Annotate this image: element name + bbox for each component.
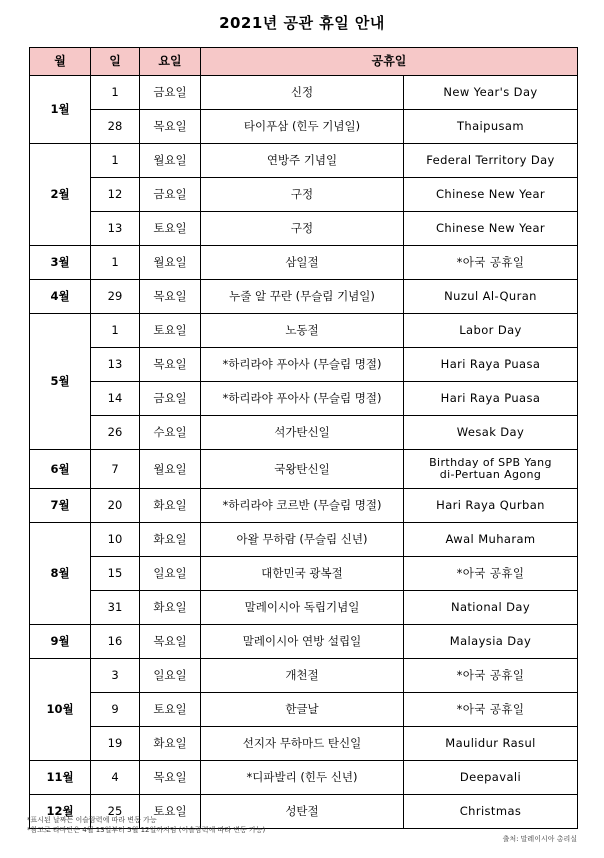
day-cell: 19 xyxy=(91,727,140,761)
day-cell: 4 xyxy=(91,761,140,795)
holiday-korean-cell: 국왕탄신일 xyxy=(201,450,404,489)
source-credit: 출처: 말레이시아 총리실 xyxy=(502,835,577,843)
table-row xyxy=(30,416,578,450)
holiday-english-cell: Thaipusam xyxy=(404,110,578,144)
table-row xyxy=(30,450,578,489)
footnote-ramadan: *참고로 라마단은 4월 13일부터 5월 12일까지임 (이슬람력에 따라 변동 가능) xyxy=(27,826,266,834)
weekday-cell: 토요일 xyxy=(140,314,201,348)
footnote-variable-dates: *표시된 날짜는 이슬람력에 따라 변동 가능 xyxy=(27,816,157,824)
holiday-korean-cell: *디파발리 (힌두 신년) xyxy=(201,761,404,795)
weekday-cell: 일요일 xyxy=(140,557,201,591)
table-row xyxy=(30,76,578,110)
header-weekday: 요일 xyxy=(140,48,201,76)
month-cell: 12월 xyxy=(30,795,91,829)
day-cell: 31 xyxy=(91,591,140,625)
day-cell: 9 xyxy=(91,693,140,727)
table-row xyxy=(30,246,578,280)
holiday-korean-cell: 아왈 무하람 (무슬림 신년) xyxy=(201,523,404,557)
table-row xyxy=(30,382,578,416)
holiday-korean-cell: 누줄 알 꾸란 (무슬림 기념일) xyxy=(201,280,404,314)
weekday-cell: 금요일 xyxy=(140,76,201,110)
table-row xyxy=(30,489,578,523)
holiday-english-cell: *아국 공휴일 xyxy=(404,246,578,280)
holiday-korean-cell: *하리라야 코르반 (무슬림 명절) xyxy=(201,489,404,523)
weekday-cell: 목요일 xyxy=(140,280,201,314)
month-cell: 1월 xyxy=(30,76,91,144)
day-cell: 14 xyxy=(91,382,140,416)
weekday-cell: 목요일 xyxy=(140,348,201,382)
weekday-cell: 금요일 xyxy=(140,178,201,212)
table-row xyxy=(30,212,578,246)
weekday-cell: 화요일 xyxy=(140,727,201,761)
holiday-korean-cell: 구정 xyxy=(201,212,404,246)
day-cell: 3 xyxy=(91,659,140,693)
day-cell: 1 xyxy=(91,246,140,280)
month-cell: 6월 xyxy=(30,450,91,489)
holiday-korean-cell: *하리라야 푸아사 (무슬림 명절) xyxy=(201,382,404,416)
month-cell: 8월 xyxy=(30,523,91,625)
weekday-cell: 토요일 xyxy=(140,693,201,727)
holiday-english-cell: New Year's Day xyxy=(404,76,578,110)
holiday-english-cell: Hari Raya Puasa xyxy=(404,348,578,382)
holiday-english-cell: Maulidur Rasul xyxy=(404,727,578,761)
holiday-korean-cell: 말레이시아 독립기념일 xyxy=(201,591,404,625)
header-row xyxy=(30,48,578,76)
table-row xyxy=(30,348,578,382)
month-cell: 4월 xyxy=(30,280,91,314)
holiday-english-cell: *아국 공휴일 xyxy=(404,557,578,591)
holiday-english-cell: Christmas xyxy=(404,795,578,829)
holiday-english-cell: Wesak Day xyxy=(404,416,578,450)
holiday-korean-cell: 석가탄신일 xyxy=(201,416,404,450)
page-title: 2021년 공관 휴일 안내 xyxy=(219,14,385,32)
weekday-cell: 화요일 xyxy=(140,489,201,523)
holiday-english-cell: Birthday of SPB Yang di-Pertuan Agong xyxy=(404,450,578,489)
holiday-english-cell: Labor Day xyxy=(404,314,578,348)
weekday-cell: 일요일 xyxy=(140,659,201,693)
holiday-korean-cell: 연방주 기념일 xyxy=(201,144,404,178)
day-cell: 13 xyxy=(91,212,140,246)
weekday-cell: 월요일 xyxy=(140,246,201,280)
holiday-english-cell: Deepavali xyxy=(404,761,578,795)
month-cell: 7월 xyxy=(30,489,91,523)
day-cell: 28 xyxy=(91,110,140,144)
day-cell: 10 xyxy=(91,523,140,557)
weekday-cell: 목요일 xyxy=(140,110,201,144)
weekday-cell: 목요일 xyxy=(140,625,201,659)
weekday-cell: 목요일 xyxy=(140,761,201,795)
day-cell: 20 xyxy=(91,489,140,523)
table-row xyxy=(30,110,578,144)
holiday-table xyxy=(29,47,578,829)
weekday-cell: 토요일 xyxy=(140,212,201,246)
month-cell: 2월 xyxy=(30,144,91,246)
table-row xyxy=(30,144,578,178)
holiday-korean-cell: 구정 xyxy=(201,178,404,212)
holiday-korean-cell: 성탄절 xyxy=(201,795,404,829)
holiday-korean-cell: 신정 xyxy=(201,76,404,110)
holiday-english-cell: Malaysia Day xyxy=(404,625,578,659)
holiday-english-cell: *아국 공휴일 xyxy=(404,693,578,727)
holiday-korean-cell: 선지자 무하마드 탄신일 xyxy=(201,727,404,761)
weekday-cell: 토요일 xyxy=(140,795,201,829)
holiday-korean-cell: 한글날 xyxy=(201,693,404,727)
header-holiday: 공휴일 xyxy=(201,48,578,76)
day-cell: 12 xyxy=(91,178,140,212)
table-row xyxy=(30,693,578,727)
weekday-cell: 월요일 xyxy=(140,144,201,178)
holiday-korean-cell: 삼일절 xyxy=(201,246,404,280)
month-cell: 10월 xyxy=(30,659,91,761)
header-month: 월 xyxy=(30,48,91,76)
day-cell: 1 xyxy=(91,76,140,110)
table-row xyxy=(30,523,578,557)
day-cell: 15 xyxy=(91,557,140,591)
holiday-english-cell: *아국 공휴일 xyxy=(404,659,578,693)
day-cell: 16 xyxy=(91,625,140,659)
holiday-korean-cell: 개천절 xyxy=(201,659,404,693)
table-row xyxy=(30,659,578,693)
table-row xyxy=(30,625,578,659)
weekday-cell: 금요일 xyxy=(140,382,201,416)
holiday-english-cell: Chinese New Year xyxy=(404,178,578,212)
month-cell: 11월 xyxy=(30,761,91,795)
day-cell: 29 xyxy=(91,280,140,314)
table-row xyxy=(30,557,578,591)
holiday-english-cell: Federal Territory Day xyxy=(404,144,578,178)
day-cell: 1 xyxy=(91,144,140,178)
holiday-korean-cell: *하리라야 푸아사 (무슬림 명절) xyxy=(201,348,404,382)
holiday-english-cell: Hari Raya Puasa xyxy=(404,382,578,416)
month-cell: 5월 xyxy=(30,314,91,450)
header-day: 일 xyxy=(91,48,140,76)
holiday-english-cell: Hari Raya Qurban xyxy=(404,489,578,523)
day-cell: 26 xyxy=(91,416,140,450)
holiday-korean-cell: 말레이시아 연방 설립일 xyxy=(201,625,404,659)
table-row xyxy=(30,178,578,212)
holiday-korean-cell: 노동절 xyxy=(201,314,404,348)
weekday-cell: 화요일 xyxy=(140,591,201,625)
holiday-korean-cell: 대한민국 광복절 xyxy=(201,557,404,591)
day-cell: 13 xyxy=(91,348,140,382)
holiday-english-cell: National Day xyxy=(404,591,578,625)
weekday-cell: 화요일 xyxy=(140,523,201,557)
table-row xyxy=(30,591,578,625)
month-cell: 3월 xyxy=(30,246,91,280)
table-row xyxy=(30,280,578,314)
holiday-english-cell: Awal Muharam xyxy=(404,523,578,557)
table-row xyxy=(30,761,578,795)
holiday-english-cell: Chinese New Year xyxy=(404,212,578,246)
month-cell: 9월 xyxy=(30,625,91,659)
weekday-cell: 월요일 xyxy=(140,450,201,489)
holiday-table-body xyxy=(30,76,578,829)
holiday-korean-cell: 타이푸삼 (힌두 기념일) xyxy=(201,110,404,144)
weekday-cell: 수요일 xyxy=(140,416,201,450)
table-row xyxy=(30,314,578,348)
day-cell: 25 xyxy=(91,795,140,829)
day-cell: 1 xyxy=(91,314,140,348)
table-row xyxy=(30,727,578,761)
day-cell: 7 xyxy=(91,450,140,489)
holiday-english-cell: Nuzul Al-Quran xyxy=(404,280,578,314)
